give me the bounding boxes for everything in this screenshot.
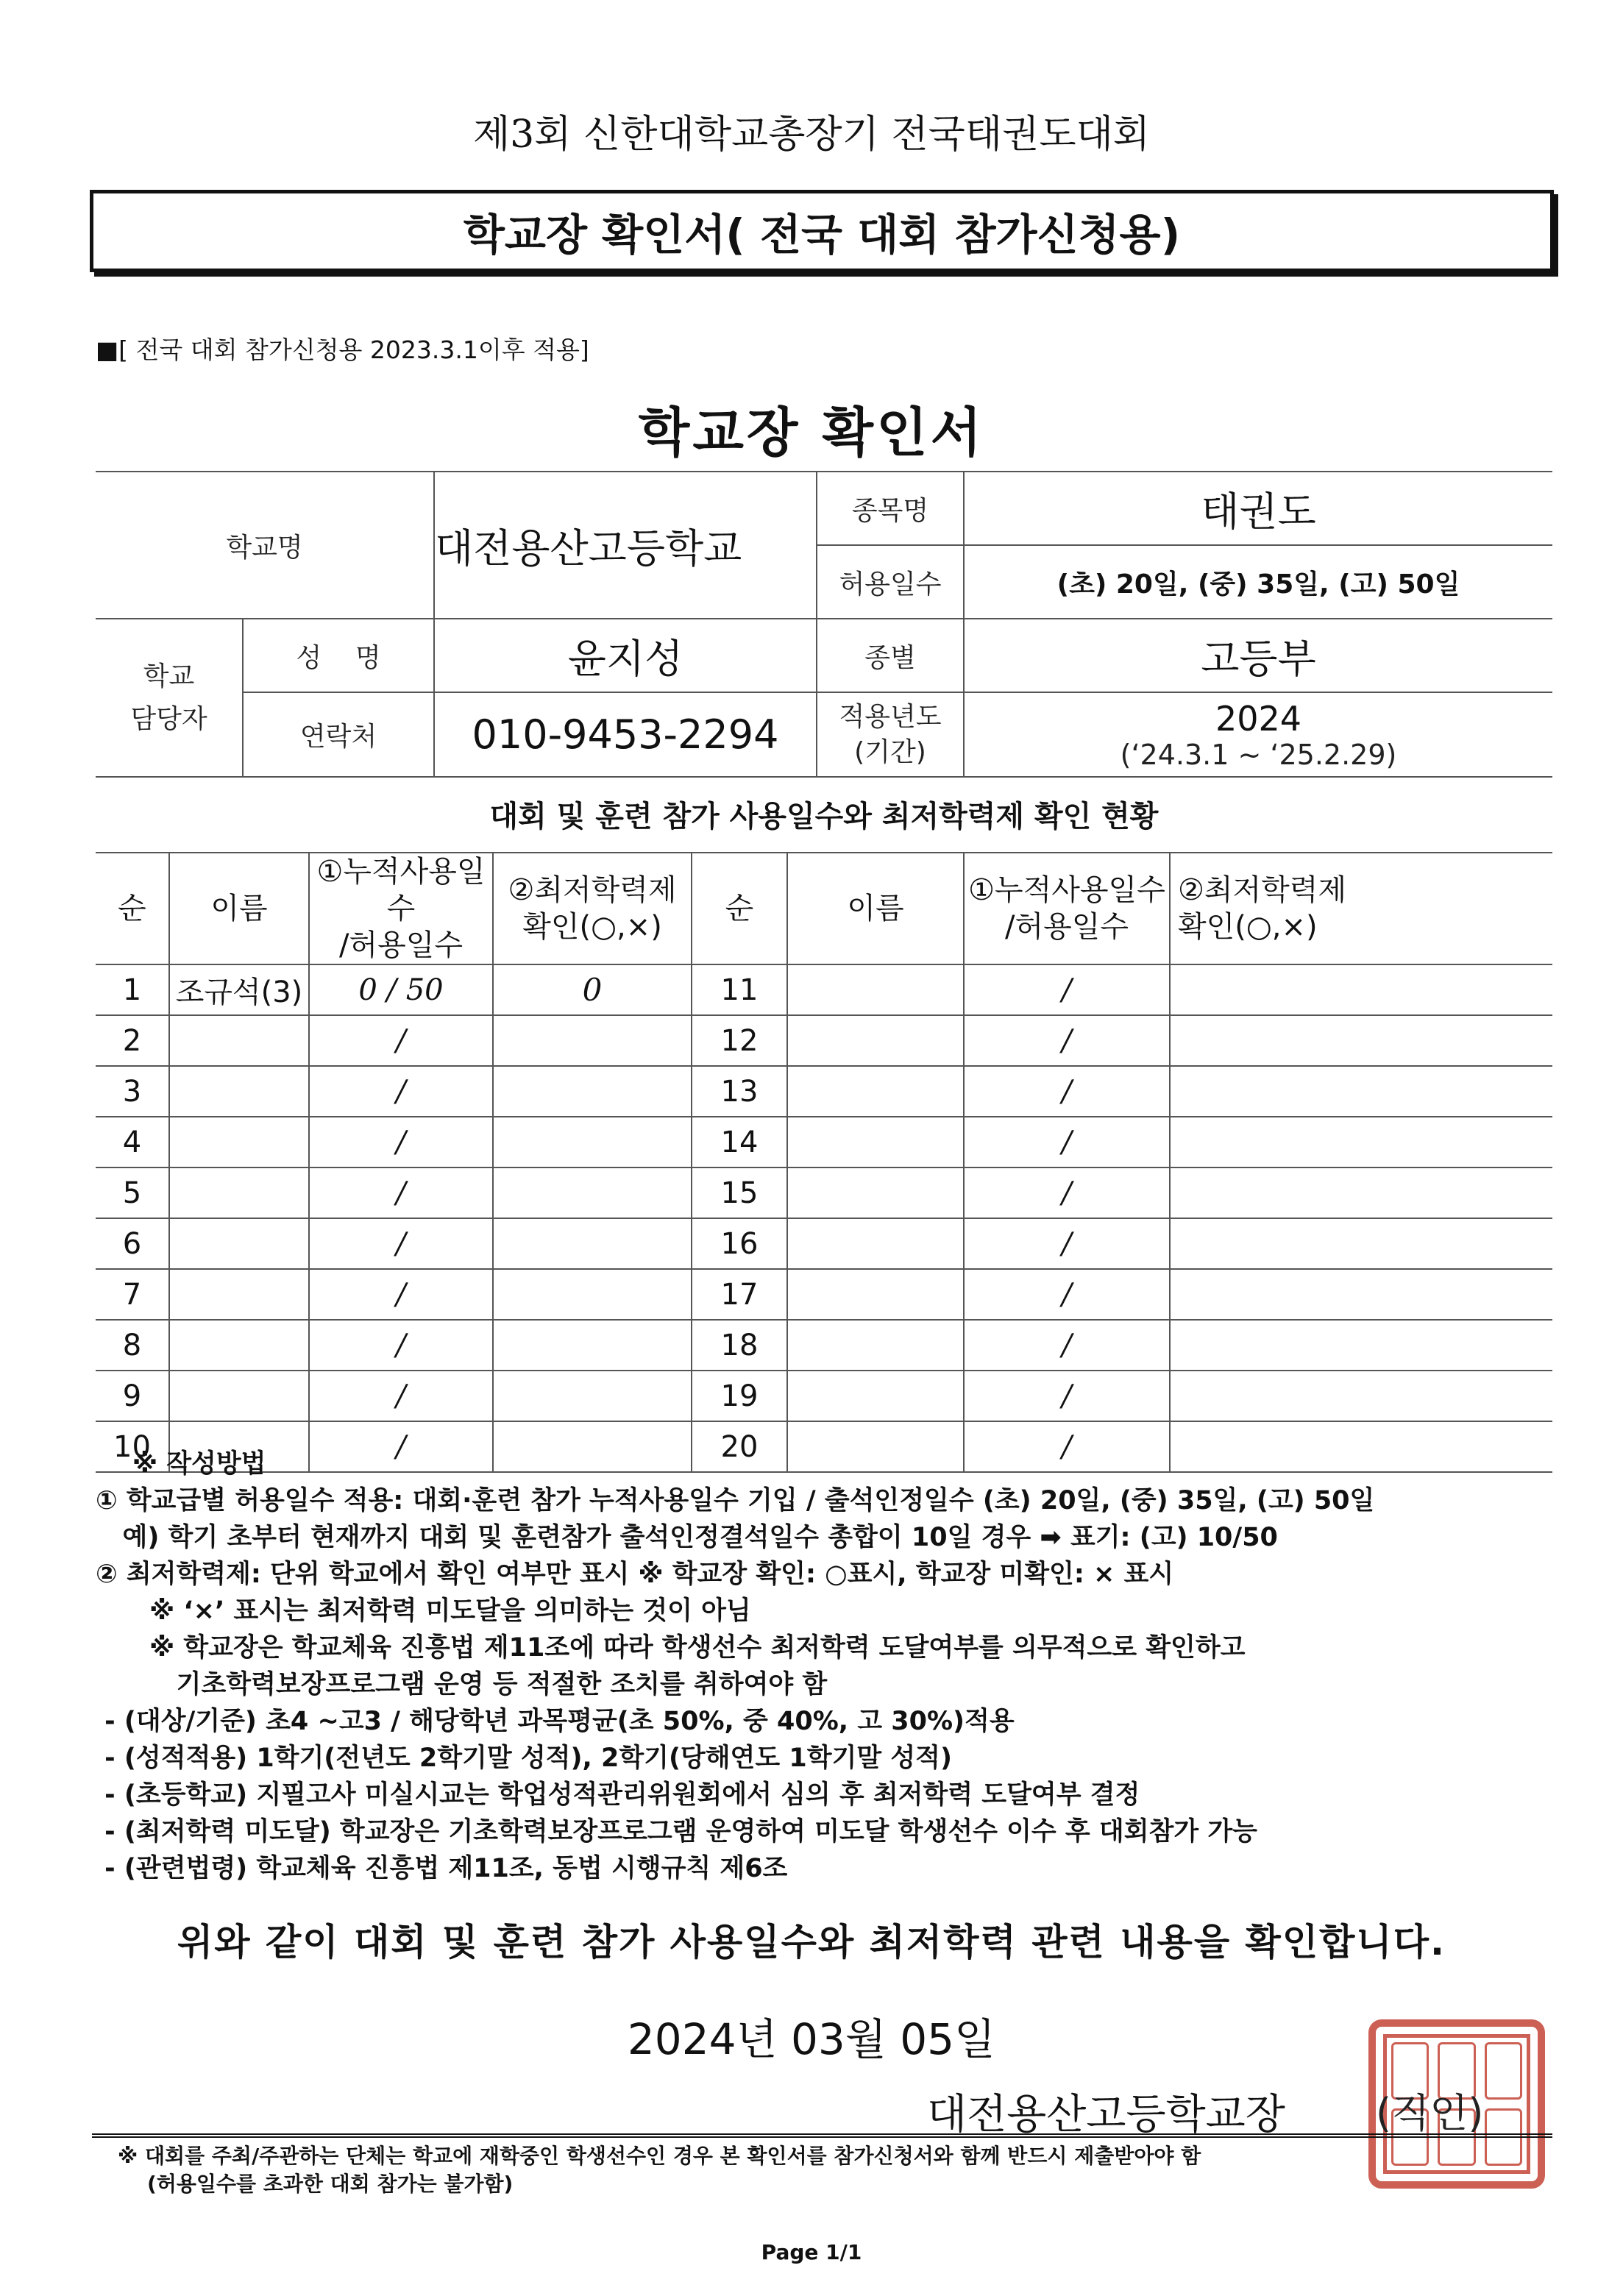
header-used-right: ①누적사용일수 /허용일수 — [964, 853, 1170, 964]
seal-label: (직인) — [1376, 2090, 1484, 2136]
row-check: 0 — [493, 964, 692, 1015]
row-check — [1170, 1269, 1552, 1320]
table-row — [96, 1371, 1552, 1421]
row-used-days: / — [964, 964, 1170, 1015]
instruction-line: - (대상/기준) 초4 ~고3 / 해당학년 과목평균(초 50%, 중 40%, 고 30%)적용 — [96, 1707, 1015, 1736]
name-label: 성 명 — [243, 619, 434, 692]
row-no: 17 — [692, 1269, 787, 1320]
row-name — [787, 1167, 964, 1218]
header-name-right: 이름 — [787, 853, 964, 964]
row-name — [169, 1269, 309, 1320]
row-name: 조규석(3) — [169, 964, 309, 1015]
header-no: 순 — [96, 853, 169, 964]
row-used-days: / — [309, 1167, 493, 1218]
year-label-text: 적용년도 (기간) — [839, 701, 942, 767]
year-cell — [964, 692, 1552, 777]
row-name — [169, 1117, 309, 1167]
allow-label: 허용일수 — [817, 545, 964, 619]
row-used-days: / — [964, 1269, 1170, 1320]
row-name — [169, 1320, 309, 1371]
instruction-line: 기초학력보장프로그램 운영 등 적절한 조치를 취하여야 함 — [96, 1670, 828, 1699]
instruction-line: - (관련법령) 학교체육 진흥법 제11조, 동법 시행규칙 제6조 — [96, 1854, 788, 1883]
table-row — [96, 964, 1552, 1015]
row-no: 10 — [96, 1421, 169, 1472]
school-label: 학교명 — [96, 472, 434, 619]
row-no: 2 — [96, 1015, 169, 1066]
row-no: 5 — [96, 1167, 169, 1218]
row-no: 8 — [96, 1320, 169, 1371]
row-no: 12 — [692, 1015, 787, 1066]
division-label: 종별 — [817, 619, 964, 692]
footnote-line-2: (허용일수를 초과한 대회 참가는 불가함) — [147, 2172, 514, 2196]
row-name — [787, 1015, 964, 1066]
row-used-days: / — [964, 1218, 1170, 1269]
header-check: ②최저학력제 확인(○,×) — [493, 853, 692, 964]
row-name — [169, 1371, 309, 1421]
usage-table-body — [96, 853, 1552, 1472]
page-number: Page 1/1 — [761, 2240, 862, 2264]
row-check — [1170, 1371, 1552, 1421]
row-used-days: / — [964, 1015, 1170, 1066]
sport-value: 태권도 — [964, 472, 1552, 545]
table-row — [96, 1066, 1552, 1117]
instruction-line: ② 최저학력제: 단위 학교에서 확인 여부만 표시 ※ 학교장 확인: ○표시, 학교장 미확인: × 표시 — [96, 1560, 1174, 1589]
confirmation-text: 위와 같이 대회 및 훈련 참가 사용일수와 최저학력 관련 내용을 확인합니다. — [177, 1921, 1446, 1963]
row-used-days: / — [309, 1320, 493, 1371]
row-check — [1170, 1218, 1552, 1269]
row-used-days: / — [309, 1066, 493, 1117]
instruction-line: - (성적적용) 1학기(전년도 2학기말 성적), 2학기(당해연도 1학기말 성적) — [96, 1744, 952, 1773]
row-used-days: / — [964, 1371, 1170, 1421]
row-check — [1170, 1066, 1552, 1117]
table-title: 대회 및 훈련 참가 사용일수와 최저학력제 확인 현황 — [489, 800, 1159, 834]
contact-label: 연락처 — [243, 692, 434, 777]
manager-name: 윤지성 — [434, 619, 817, 692]
document-title: 학교장 확인서 — [638, 402, 985, 463]
principal-name: 대전용산고등학교장 — [927, 2091, 1285, 2139]
row-used-days: / — [964, 1066, 1170, 1117]
form-title-box — [90, 190, 1554, 272]
table-row — [96, 1117, 1552, 1167]
year-period: (‘24.3.1 ~ ‘25.2.29) — [1120, 738, 1397, 771]
row-name — [787, 1218, 964, 1269]
instruction-line: ※ ‘×’ 표시는 최저학력 미도달을 의미하는 것이 아님 — [96, 1596, 751, 1626]
row-used-days: / — [309, 1421, 493, 1472]
row-check — [1170, 1320, 1552, 1371]
instructions-lines — [96, 1482, 1538, 1887]
row-no: 20 — [692, 1421, 787, 1472]
form-title: 학교장 확인서( 전국 대회 참가신청용) — [463, 210, 1181, 260]
instruction-line: - (최저학력 미도달) 학교장은 기초학력보장프로그램 운영하여 미도달 학생선수 이수 후 대회참가 가능 — [96, 1817, 1257, 1847]
row-no: 3 — [96, 1066, 169, 1117]
row-check — [493, 1066, 692, 1117]
instruction-line: 예) 학기 초부터 현재까지 대회 및 훈련참가 출석인정결석일수 총합이 10일 경우 ➡ 표기: (고) 10/50 — [96, 1523, 1278, 1552]
issue-date: 2024년 03월 05일 — [627, 2014, 996, 2064]
row-name — [787, 1117, 964, 1167]
instruction-line: ※ 학교장은 학교체육 진흥법 제11조에 따라 학생선수 최저학력 도달여부를 의무적으로 확인하고 — [96, 1633, 1246, 1663]
instructions — [96, 1446, 1538, 1887]
row-used-days: / — [309, 1117, 493, 1167]
row-name — [169, 1015, 309, 1066]
row-no: 14 — [692, 1117, 787, 1167]
row-no: 15 — [692, 1167, 787, 1218]
allow-value: (초) 20일, (중) 35일, (고) 50일 — [964, 545, 1552, 619]
row-name — [787, 1371, 964, 1421]
manager-label-text: 학교 담당자 — [130, 661, 207, 734]
row-check — [493, 1371, 692, 1421]
row-used-days: / — [309, 1015, 493, 1066]
row-used-days: / — [964, 1320, 1170, 1371]
row-check — [493, 1167, 692, 1218]
row-check — [493, 1015, 692, 1066]
footnote-divider — [92, 2133, 1552, 2138]
row-no: 4 — [96, 1117, 169, 1167]
table-row — [96, 1015, 1552, 1066]
header-no-right: 순 — [692, 853, 787, 964]
row-name — [787, 1066, 964, 1117]
row-used-days: / — [964, 1117, 1170, 1167]
row-name — [787, 1320, 964, 1371]
footnote — [118, 2142, 1516, 2198]
table-row — [96, 1320, 1552, 1371]
year-value: 2024 — [1215, 698, 1302, 739]
row-no: 16 — [692, 1218, 787, 1269]
manager-label — [96, 619, 243, 777]
info-table — [96, 471, 1552, 778]
row-no: 18 — [692, 1320, 787, 1371]
row-no: 1 — [96, 964, 169, 1015]
row-no: 6 — [96, 1218, 169, 1269]
table-header-row — [96, 853, 1552, 964]
row-check — [1170, 1117, 1552, 1167]
table-row — [96, 1269, 1552, 1320]
row-check — [493, 1320, 692, 1371]
sport-label: 종목명 — [817, 472, 964, 545]
row-used-days: / — [309, 1371, 493, 1421]
row-no: 13 — [692, 1066, 787, 1117]
row-name — [169, 1066, 309, 1117]
table-row — [96, 1218, 1552, 1269]
division-value: 고등부 — [964, 619, 1552, 692]
row-check — [493, 1269, 692, 1320]
row-no: 7 — [96, 1269, 169, 1320]
application-note: ■[ 전국 대회 참가신청용 2023.3.1이후 적용] — [96, 335, 589, 364]
row-name — [787, 1269, 964, 1320]
instruction-line: ① 학교급별 허용일수 적용: 대회·훈련 참가 누적사용일수 기입 / 출석인정일수 (초) 20일, (중) 35일, (고) 50일 — [96, 1486, 1375, 1515]
header-used: ①누적사용일수 /허용일수 — [309, 853, 493, 964]
row-check — [1170, 1167, 1552, 1218]
footnote-line-1: ※ 대회를 주최/주관하는 단체는 학교에 재학중인 학생선수인 경우 본 확인서를 참가신청서와 함께 반드시 제출받아야 함 — [118, 2144, 1201, 2168]
row-check — [493, 1218, 692, 1269]
instructions-heading: ※ 작성방법 — [132, 1449, 266, 1479]
usage-table — [96, 852, 1552, 1473]
contact-value: 010-9453-2294 — [434, 692, 817, 777]
row-used-days: / — [964, 1421, 1170, 1472]
event-title: 제3회 신한대학교총장기 전국태권도대회 — [472, 113, 1151, 157]
row-no: 19 — [692, 1371, 787, 1421]
table-row — [96, 1167, 1552, 1218]
row-no: 9 — [96, 1371, 169, 1421]
header-name: 이름 — [169, 853, 309, 964]
row-name — [169, 1167, 309, 1218]
row-name — [787, 964, 964, 1015]
row-check — [493, 1117, 692, 1167]
row-used-days: 0 / 50 — [309, 964, 493, 1015]
row-name — [169, 1218, 309, 1269]
year-label — [817, 692, 964, 777]
instruction-line: - (초등학교) 지필고사 미실시교는 학업성적관리위원회에서 심의 후 최저학력 도달여부 결정 — [96, 1780, 1140, 1810]
row-check — [1170, 964, 1552, 1015]
row-used-days: / — [309, 1269, 493, 1320]
row-used-days: / — [309, 1218, 493, 1269]
row-used-days: / — [964, 1167, 1170, 1218]
header-check-right: ②최저학력제 확인(○,×) — [1170, 853, 1552, 964]
row-no: 11 — [692, 964, 787, 1015]
row-check — [1170, 1015, 1552, 1066]
school-name: 대전용산고등학교 — [434, 472, 817, 619]
